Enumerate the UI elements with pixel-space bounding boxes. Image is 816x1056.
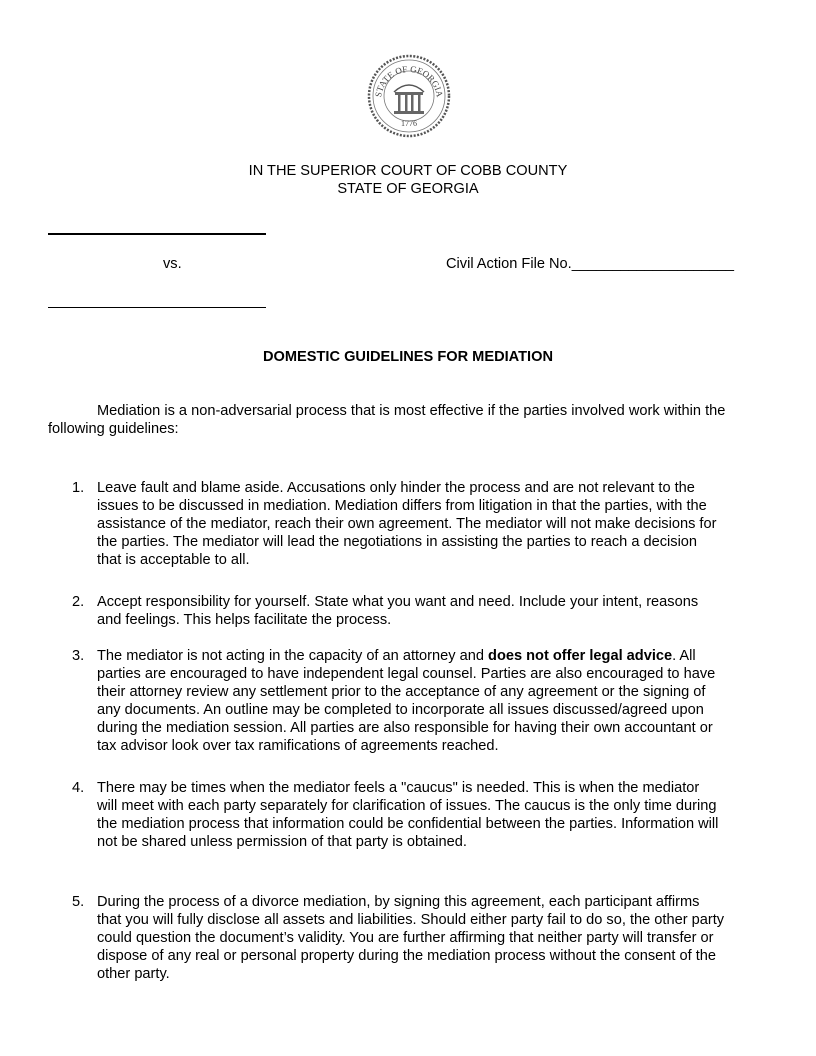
text-line — [97, 497, 716, 515]
text-line — [97, 911, 724, 929]
text-run: the parties. The mediator will lead the negotiations in assisting the parties to reach a decision — [97, 534, 698, 550]
text-run: dispose of any real or personal property during the mediation process without the consent of the — [97, 948, 716, 964]
text-run: not be shared unless permission of that party is obtained. — [97, 834, 467, 850]
text-line — [97, 719, 715, 737]
text-line — [97, 779, 718, 797]
text-run: tax advisor look over tax ramifications of agreements reached. — [97, 738, 499, 754]
defendant-blank-line[interactable] — [48, 307, 266, 308]
plaintiff-blank-line[interactable] — [48, 233, 266, 235]
item-number: 1. — [72, 480, 85, 496]
text-line — [97, 665, 715, 683]
item-text — [97, 593, 698, 629]
text-line — [97, 479, 716, 497]
text-run: and feelings. This helps facilitate the process. — [97, 612, 392, 628]
document-title: DOMESTIC GUIDELINES FOR MEDIATION — [263, 349, 553, 365]
text-run: that is acceptable to all. — [97, 552, 250, 568]
text-line — [97, 683, 715, 701]
versus-label: vs. — [163, 256, 182, 272]
intro-line-2: following guidelines: — [48, 421, 179, 437]
svg-text:1776: 1776 — [401, 119, 417, 128]
text-line — [97, 833, 718, 851]
text-run: other party. — [97, 966, 170, 982]
text-run: the mediation process that information could be confidential between the parties. Information will — [97, 816, 719, 832]
text-run: Accept responsibility for yourself. State what you want and need. Include your intent, reasons — [97, 594, 699, 610]
text-line — [97, 593, 698, 611]
civil-action-file-no[interactable]: Civil Action File No.____________________ — [446, 256, 735, 272]
text-run: during the mediation session. All parties are also responsible for having their own accountant or — [97, 720, 713, 736]
item-text — [97, 647, 715, 755]
text-line — [97, 947, 724, 965]
item-text — [97, 779, 718, 851]
text-run: issues to be discussed in mediation. Mediation differs from litigation in that the parties, with the — [97, 498, 707, 514]
text-run: parties are encouraged to have independent legal counsel. Parties are also encouraged to have — [97, 666, 716, 682]
text-run: their attorney review any settlement prior to the acceptance of any agreement or the signing of — [97, 684, 706, 700]
text-run: There may be times when the mediator feels a "caucus" is needed. This is when the mediator — [97, 780, 700, 796]
text-line — [97, 929, 724, 947]
text-line — [97, 647, 715, 665]
text-run: . All — [672, 648, 696, 664]
item-number: 5. — [72, 894, 85, 910]
item-number: 2. — [72, 594, 85, 610]
court-name: IN THE SUPERIOR COURT OF COBB COUNTY — [248, 163, 568, 179]
text-line — [97, 515, 716, 533]
bold-emphasis: does not offer legal advice — [488, 648, 673, 664]
item-number: 3. — [72, 648, 85, 664]
text-line — [97, 893, 724, 911]
text-line — [97, 815, 718, 833]
text-line — [97, 551, 716, 569]
text-line — [97, 611, 698, 629]
text-line — [97, 965, 724, 983]
text-line — [97, 797, 718, 815]
text-run: assistance of the mediator, reach their own agreement. The mediator will not make decisions for — [97, 516, 717, 532]
state-seal — [367, 54, 451, 138]
item-number: 4. — [72, 780, 85, 796]
text-run: The mediator is not acting in the capacity of an attorney and — [97, 648, 489, 664]
text-run: will meet with each party separately for clarification of issues. The caucus is the only time during — [97, 798, 717, 814]
court-state: STATE OF GEORGIA — [337, 181, 479, 197]
text-run: that you will fully disclose all assets and liabilities. Should either party fail to do so, the other party — [97, 912, 725, 928]
text-line — [97, 737, 715, 755]
item-text — [97, 479, 716, 569]
svg-text:STATE OF GEORGIA: STATE OF GEORGIA — [373, 63, 445, 98]
text-run: During the process of a divorce mediation, by signing this agreement, each participant affirms — [97, 894, 700, 910]
text-run: could question the document’s validity. You are further affirming that neither party will transfer or — [97, 930, 714, 946]
text-run: any documents. An outline may be completed to incorporate all issues discussed/agreed upon — [97, 702, 704, 718]
text-line — [97, 701, 715, 719]
intro-line-1: Mediation is a non-adversarial process that is most effective if the parties involved work within the — [97, 403, 726, 419]
text-run: Leave fault and blame aside. Accusations only hinder the process and are not relevant to the — [97, 480, 695, 496]
georgia-seal-icon — [367, 54, 451, 138]
text-line — [97, 533, 716, 551]
item-text — [97, 893, 724, 983]
